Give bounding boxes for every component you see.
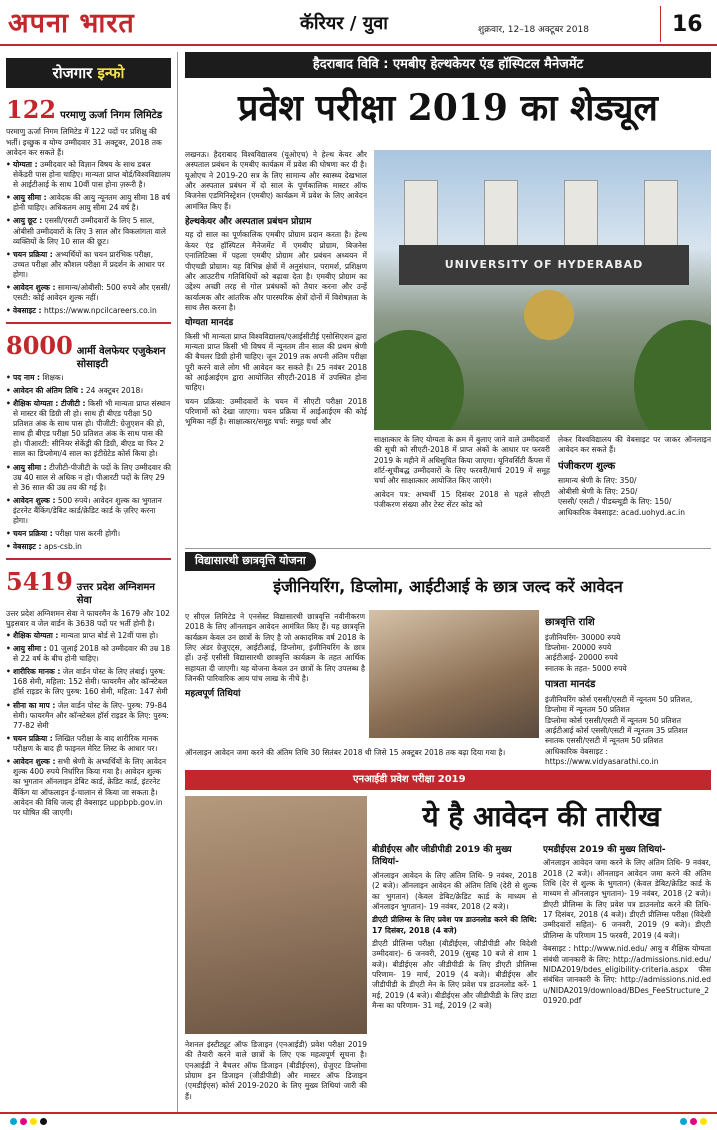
building-pillar <box>564 180 598 250</box>
page-number: 16 <box>672 12 703 37</box>
job-detail-item <box>6 399 171 460</box>
vidya-col1 <box>185 612 365 762</box>
uoh-p1: यह दो साल का पूर्णकालिक एमबीए प्रोग्राम प्रदान करता है। हेल्थ केयर एंड हॉस्पिटल मैनेजमेंट में एमबीए प्रोग्राम, बिजनेस एनालिटिक्स में पहला एमबीए प्रोग्राम और प्रबंधन अध्ययन में पीएचडी प्रोग्राम। यह विभिन्न क्षेत्रों में अनुसंधान, परामर्श, प्रशिक्षण और आउटरीच गतिविधियों को बढ़ावा देता है। एमबीए प्रोग्राम का उद्देश्य अच्छी तरह से गोल प्रबंधकों को तैयार करना और उन्हें कार्यात्मक और आंतरिक और पारस्परिक क्षेत्रों दोनों में विशेषज्ञता के साथ लैस करना है। <box>185 230 367 312</box>
building-pillar <box>644 180 678 250</box>
detail-value: सभी श्रेणी के अभ्यर्थियों के लिए आवेदन शुल्क 400 रुपये निर्धारित किया गया है। आवेदन शुल्क का भुगतान ऑनलाइन डेबिट कार्ड, क्रेडिट कार्ड, इंटरनेट बैंकिंग या ऑफलाइन ई-चालान से किया जा सकता है। आवेदन की विधि जल्द ही वेबसाइट uppbpb.gov.in पर घोषित की जाएगी। <box>13 757 167 817</box>
uoh-col2 <box>374 435 550 545</box>
detail-value: किसी भी मान्यता प्राप्त संस्थान से मास्टर की डिग्री ली हो। साथ ही बीएड परीक्षा 50 प्रतिशत अंक के साथ पास हो। पीजीटी: ग्रेजुएशन की हो, साथ ही बीएड परीक्षा 50 प्रतिशत अंक के साथ पास की हो। पीआरटी: सीनियर सेकेंड्री की डिग्री, बीएड या फिर 2 साल का डिप्लोमा/4 साल का इंटीग्रेटेड कोर्स किया हो। <box>13 398 171 459</box>
divider <box>6 322 171 324</box>
section-title: कॅरियर / युवा <box>300 13 388 34</box>
detail-key: आवेदन की अंतिम तिथि : <box>13 385 84 395</box>
job-header <box>6 330 171 372</box>
divider <box>660 6 661 42</box>
vidya-headline: इंजीनियरिंग, डिप्लोमा, आईटीआई के छात्र जल्द करें आवेदन <box>273 576 623 596</box>
color-dot <box>40 1118 47 1125</box>
detail-value: aps-csb.in <box>43 542 82 552</box>
vidya-col3 <box>545 612 711 767</box>
vidya-date-text: ऑनलाइन आवेदन जमा करने की अंतिम तिथि 30 सितंबर 2018 थी जिसे 15 अक्टूबर 2018 तक बढ़ा दिया गया है। <box>185 748 506 757</box>
vidya-body: ए सीएल लिमिटेड ने एनसेस्ट विद्यासारथी छात्रवृत्ति नवीनीकरण 2018 के लिए ऑनलाइन आवेदन आमंत्रित किए हैं। यह छात्रवृत्ति कार्यक्रम केवल उन छात्रों के लिए है जो अकादमिक वर्ष 2018 के लिए अंडर ग्रेजुएट्स, आईटीआई, डिप्लोमा, इंजीनियरिंग के छात्र हों। उन्हें एसीसी विद्यासारथी छात्रवृत्ति कार्यक्रम के तहत आर्थिक सहायता दी जाएगी। यह योजना केवल उन छात्रों के लिए उपलब्ध है जिनकी पारिवारिक आय पांच लाख के नीचे है। <box>185 612 365 684</box>
job-detail-item <box>6 701 171 731</box>
amount-title: छात्रवृत्ति राशि <box>545 617 595 628</box>
color-dot <box>20 1118 27 1125</box>
vidya-tag: विद्यासारथी छात्रवृत्ति योजना <box>185 552 316 571</box>
criteria-item: स्नातक एससी/एसटी में न्यूनतम 50 प्रतिशत <box>545 736 663 746</box>
job-org: परमाणु ऊर्जा निगम लिमिटेड <box>60 110 163 121</box>
detail-value: सामान्य/ओबीसी: 500 रुपये और एससी/एसटी: कोई आवेदन शुल्क नहीं। <box>13 283 171 303</box>
nid-c2-links: वेबसाइट : http://www.nid.edu/ आयु व शैक्षिक योग्यता संबंधी जानकारी के लिए: http://admissions.nid.edu/NIDA2019/bdes_eligibility-criteria.aspx फीस संबंधित जानकारी के लिए: http://admissions.nid.edu/NIDA2019/download/BDes_FeeStructure_201920.pdf <box>543 944 711 1005</box>
job-count: 122 <box>6 95 57 124</box>
tree <box>634 320 711 430</box>
job-header <box>6 94 171 126</box>
criteria-title: पात्रता मानदंड <box>545 679 596 691</box>
job-org: आर्मी वेलफेयर एजुकेशन सोसाइटी <box>76 345 166 371</box>
uoh-headline: प्रवेश परीक्षा 2019 का शेड्यूल <box>238 87 658 129</box>
fee-item: ओबीसी श्रेणी के लिए: 250/ <box>558 486 638 496</box>
detail-value: जेल वार्डन पोस्ट के लिए- पुरुष: 79-84 सेमी। फायरमैन और कॉन्स्टेबल हॉर्स राइडर के लिए: पुरुष: 77-82 सेमी <box>13 700 169 730</box>
divider <box>177 52 178 1112</box>
detail-value: उम्मीदवार को विज्ञान विषय के साथ डबल सेकेंडरी पास होना चाहिए। मान्यता प्राप्त बोर्ड/विश्वविद्यालय से आईटीआई के साथ 10वीं पास होना ज़रूरी है। <box>13 159 171 190</box>
detail-key: वेबसाइट : <box>13 542 42 552</box>
masthead <box>0 0 717 46</box>
detail-value: आवेदक की आयु न्यूनतम आयु सीमा 18 वर्ष होनी चाहिए। अधिकतम आयु सीमा 24 वर्ष है। <box>13 193 171 213</box>
color-dot <box>690 1118 697 1125</box>
job-detail-item <box>6 631 171 641</box>
uoh-col3 <box>558 435 711 545</box>
uoh-intro: लखनऊ। हैदराबाद विश्वविद्यालय (यूओएच) ने हेल्थ केयर और अस्पताल प्रबंधन के एमबीए कार्यक्रम में प्रवेश की घोषणा कर दी है। यूओएच ने 2019-20 सत्र के लिए सामान्य और स्वास्थ्य देखभाल और अस्पताल प्रबंधन में दो साल के पूर्णकालिक मास्टर ऑफ बिजनेस एडमिनिस्ट्रेशन (एमबीए) कार्यक्रम में प्रवेश के लिए आवेदन आमंत्रित किए हैं। <box>185 150 367 211</box>
detail-value: अभ्यर्थियों का चयन प्रारंभिक परीक्षा, उच्चत परीक्षा और कौशल परीक्षा में प्रदर्शन के आधार पर होगा। <box>13 249 165 280</box>
job-detail-item <box>6 283 171 303</box>
detail-value: लिखित परीक्षा के बाद शारीरिक मानक परीक्षण के बाद ही फाइनल मेरिट लिस्ट के आधार पर। <box>13 733 159 754</box>
criteria-item: इंजीनियरिंग कोर्स एससी/एसटी में न्यूनतम 50 प्रतिशत, डिप्लोमा में न्यूनतम 50 प्रतिशत <box>545 694 693 715</box>
divider <box>6 558 171 560</box>
job-intro: उत्तर प्रदेश अग्निशमन सेवा ने फायरमैन के 1679 और 102 घुड़सवार व जेल वार्डन के 3638 पदों पर भर्ती होनी है। <box>6 608 170 628</box>
job-intro: परमाणु ऊर्जा निगम लिमिटेड में 122 पदों पर प्रशिक्षु की भर्ती। इच्छुक व योग्य उम्मीदवार 31 अक्टूबर, 2018 तक आवेदन कर सकते हैं। <box>6 127 162 157</box>
nid-c2-body: ऑनलाइन आवेदन जमा करने के लिए अंतिम तिथि- 9 नवंबर, 2018 (2 बजे)। ऑनलाइन आवेदन जमा करने की अंतिम तिथि (देर से शुल्क के भुगतान) (केवल डेबिट/क्रेडिट कार्ड के माध्यम से ऑनलाइन भुगतान)- 19 नवंबर, 2018 (2 बजे)। डीएटी प्रीलिम्स के लिए प्रवेश पत्र डाउनलोड करने की तिथि- 17 दिसंबर, 2018 (4 बजे)। डीएटी प्रीलिम्स परीक्षा (विदेशी उम्मीदवारों सहित)- 6 जनवरी, 2019 (9 बजे)। डीएटी प्रीलिम्स के परिणाम 15 फरवरी, 2019 (4 बजे)। <box>543 858 711 940</box>
nid-c1-body2: डीएटी प्रीलिम्स परीक्षा (बीडीईएस, जीडीपीडी और विदेशी उम्मीदवार)- 6 जनवरी, 2019 (सुबह 10 बजे से शाम 1 बजे)। बीडीईएस और जीडीपीडी के लिए डीएटी प्रीलिम्स परिणाम- 19 मार्च, 2019 (4 बजे)। बीडीईएस और जीडीपीडी के डीएटी मेन के लिए प्रवेश पत्र डाउनलोड करें- 1 मई, 2019 (4 बजे)। बीडीईएस और जीडीपीडी के लिए डाटा मैन्स का परिणाम- 31 मई, 2019 (2 बजे) <box>372 938 537 1010</box>
nid-headline: ये है आवेदन की तारीख <box>422 800 661 833</box>
detail-key: शारीरिक मानक : <box>13 667 61 677</box>
detail-key: आवेदन शुल्क : <box>13 495 56 505</box>
color-dot <box>10 1118 17 1125</box>
nid-lede: नेशनल इंस्टीट्यूट ऑफ डिजाइन (एनआईडी) प्रवेश परीक्षा 2019 की तैयारी करने वाले छात्रों के लिए एक महत्वपूर्ण सूचना है। एनआईडी ने बैचलर ऑफ डिजाइन (बीडीईएस), ग्रेजुएट डिप्लोमा प्रोग्राम इन डिजाइन (जीडीपीडी) और मास्टर ऑफ डिजाइन (एमडीईएस) कोर्स 2019-2020 के लिए मुख्य तिथियां जारी की हैं। <box>185 1040 367 1101</box>
university-photo <box>374 150 711 430</box>
detail-value: मान्यता प्राप्त बोर्ड से 12वीं पास हो। <box>60 630 159 640</box>
job-detail-item <box>6 306 171 316</box>
detail-key: योग्यता : <box>13 159 38 169</box>
detail-value: 01 जुलाई 2018 को उम्मीदवार की उम्र 18 से 22 वर्ष के बीच होनी चाहिए। <box>13 643 171 664</box>
criteria-item: आधिकारिक वेबसाइट : https://www.vidyasarathi.co.in <box>545 746 659 767</box>
uoh-col1 <box>185 150 367 545</box>
vidya-date-title: महत्वपूर्ण तिथियां <box>185 689 241 700</box>
color-dot <box>680 1118 687 1125</box>
uoh-band: हैदराबाद विवि : एमबीए हेल्थकेयर एंड हॉस्पिटल मैनेजमेंट <box>185 52 711 78</box>
job-detail-item <box>6 160 171 190</box>
nid-col1 <box>372 840 537 1108</box>
detail-value: जेल वार्डन पोस्ट के लिए लंबाई। पुरुष: 168 सेमी, महिला: 152 सेमी। फायरमैन और कॉन्स्टेबल हॉर्स राइडर के लिए पुरुष: 160 सेमी, महिला: 147 सेमी <box>13 667 168 697</box>
detail-key: वेबसाइट : <box>13 306 42 316</box>
job-details <box>6 631 171 818</box>
detail-value: एससी/एसटी उम्मीदवारों के लिए 5 साल, ओबीसी उम्मीदवारों के लिए 3 साल और विकलांगता वाले व्यक्तियों के लिए 10 साल की छूट। <box>13 216 166 246</box>
uoh-p5: आवेदन पत्र: अभ्यर्थी 15 दिसंबर 2018 से पहले सीएटी पंजीकरण संख्या और टेस्ट सेंटर कोड को <box>374 489 550 510</box>
detail-value: 500 रुपये। आवेदन शुल्क का भुगतान इंटरनेट बैंकिंग/डेबिट कार्ड/क्रेडिट कार्ड के ज़रिए करना होगा। <box>13 495 162 526</box>
detail-key: चयन प्रक्रिया : <box>13 529 53 539</box>
fee-title: पंजीकरण शुल्क <box>558 460 616 472</box>
color-dot <box>30 1118 37 1125</box>
job-details <box>6 160 171 317</box>
issue-date: शुक्रवार, 12–18 अक्टूबर 2018 <box>478 25 589 35</box>
nid-students-photo <box>185 796 367 1034</box>
color-dot <box>700 1118 707 1125</box>
fee-list <box>558 476 711 517</box>
detail-key: चयन प्रक्रिया : <box>13 733 53 743</box>
job-list <box>6 94 171 818</box>
divider <box>185 548 711 549</box>
building-pillar <box>404 180 438 250</box>
nid-lede-box <box>185 1040 367 1110</box>
job-detail-item <box>6 542 171 552</box>
amount-list <box>545 633 711 674</box>
detail-key: आयु सीमा : <box>13 462 47 472</box>
fee-item: सामान्य श्रेणी के लिए: 350/ <box>558 476 637 486</box>
detail-value: 24 अक्टूबर 2018। <box>85 385 144 395</box>
detail-key: आवेदन शुल्क : <box>13 283 56 293</box>
detail-value: टीजीटी-पीजीटी के पदों के लिए उम्मीदवार की उम्र 40 साल से अधिक न हो। पीआरटी पदों के लिए 29 से 36 साल की उम्र तय की गई है। <box>13 462 171 492</box>
detail-key: आयु सीमा : <box>13 643 47 653</box>
job-detail-item <box>6 250 171 280</box>
students-photo <box>369 610 539 738</box>
criteria-item: आईटीआई कोर्स एससी/एसटी में न्यूनतम 35 प्रतिशत <box>545 726 688 735</box>
brand-logo: अपना भारत <box>8 8 135 39</box>
nid-c1-bold: डीएटी प्रीलिम्स के लिए प्रवेश पत्र डाउनलोड करने की तिथि: 17 दिसंबर, 2018 (4 बजे) <box>372 915 537 935</box>
sidebar-title-a: रोजगार <box>52 64 93 82</box>
job-details <box>6 373 171 553</box>
uoh-p6: लेकर विश्वविद्यालय की वेबसाइट पर जाकर ऑनलाइन आवेदन कर सकते हैं। <box>558 435 711 455</box>
job-detail-item <box>6 529 171 539</box>
detail-key: शैक्षिक योग्यता : <box>13 630 59 640</box>
job-detail-item <box>6 734 171 754</box>
detail-value: परीक्षा पास करनी होगी। <box>55 529 121 539</box>
job-detail-item <box>6 463 171 493</box>
job-detail-item <box>6 667 171 697</box>
nid-band: एनआईडी प्रवेश परीक्षा 2019 <box>185 770 711 790</box>
detail-value: शिक्षक। <box>42 372 64 382</box>
amount-item: इंजीनियरिंग- 30000 रुपये <box>545 632 621 642</box>
amount-item: आईटीआई- 20000 रुपये <box>545 653 618 663</box>
uoh-h1: हेल्थकेयर और अस्पताल प्रबंधन प्रोग्राम <box>185 217 312 228</box>
university-emblem <box>524 290 574 340</box>
job-detail-item <box>6 496 171 526</box>
amount-item: स्नातक के तहत- 5000 रुपये <box>545 663 627 673</box>
vidya-dates <box>185 748 545 768</box>
detail-key: चयन प्रक्रिया : <box>13 249 53 259</box>
criteria-item: डिप्लोमा कोर्स एससी/एसटी में न्यूनतम 50 प्रतिशत <box>545 715 682 725</box>
job-detail-item <box>6 373 171 383</box>
detail-key: पद नाम : <box>13 372 41 382</box>
nid-c1-title: बीडीईएस और जीडीपीडी 2019 की मुख्य तिथियां- <box>372 845 512 868</box>
job-detail-item <box>6 193 171 213</box>
footer-bar <box>0 1112 717 1130</box>
fee-item: आधिकारिक वेबसाइट: acad.uohyd.ac.in <box>558 507 685 517</box>
job-detail-item <box>6 757 171 818</box>
tree <box>374 330 464 430</box>
uoh-p2: किसी भी मान्यता प्राप्त विश्वविद्यालय/एआईसीटीई एसोसिएशन द्वारा मान्यता प्राप्त किसी भी विषय में न्यूनतम तीन साल की प्रथम श्रेणी की बैचलर डिग्री होनी चाहिए। जून 2019 तक अपनी अंतिम परीक्षा पूरी करने वाले लोग भी आवेदन कर सकते हैं। 25 नवंबर 2018 को आईआईएम द्वारा आयोजित सीएटी-2018 में उपस्थित होना चाहिए। <box>185 331 367 393</box>
detail-value: https://www.npcilcareers.co.in <box>43 306 157 316</box>
detail-key: सीना का माप : <box>13 700 56 710</box>
vidya-section <box>185 548 711 603</box>
sidebar <box>6 58 171 1106</box>
sidebar-title-b: इन्फो <box>97 64 125 82</box>
sidebar-title <box>6 58 171 88</box>
nid-c2-title: एमडीईएस 2019 की मुख्य तिथियां- <box>543 845 666 855</box>
fee-item: एससी/ एसटी / पीडब्ल्यूडी के लिए: 150/ <box>558 497 672 507</box>
job-org: उत्तर प्रदेश अग्निशमन सेवा <box>76 581 155 607</box>
uoh-p3: चयन प्रक्रिया: उम्मीदवारों के चयन में सीएटी परीक्षा 2018 परिणामों को देखा जाएगा। चयन प्रक्रिया में आईआईएम की कोई भूमिका नहीं है। साक्षात्कार/समूह चर्चा: समूह चर्चा और <box>185 396 367 427</box>
job-header <box>6 566 171 608</box>
amount-item: डिप्लोमा- 20000 रुपये <box>545 643 612 653</box>
detail-key: आवेदन शुल्क : <box>13 757 56 767</box>
criteria-list <box>545 695 711 767</box>
detail-key: आयु सीमा : <box>13 193 47 203</box>
job-detail-item <box>6 216 171 246</box>
nid-c1-body: ऑनलाइन आवेदन के लिए अंतिम तिथि- 9 नवंबर, 2018 (2 बजे)। ऑनलाइन आवेदन की अंतिम तिथि (देरी से शुल्क का भुगतान) (केवल डेबिट/क्रेडिट कार्ड के माध्यम से ऑनलाइन भुगतान)- 19 नवंबर, 2018 (2 बजे)। <box>372 870 537 911</box>
nid-col2 <box>543 840 711 1108</box>
job-count: 5419 <box>6 566 73 596</box>
detail-key: आयु छूट : <box>13 216 43 226</box>
uoh-p4: साक्षात्कार के लिए योग्यता के क्रम में बुलाए जाने वाले उम्मीदवारों की सूची को सीएटी-2018 में प्राप्त अंकों के आधार पर फरवरी 2019 के महीने में अधिसूचित किया जाएगा। यूनिवर्सिटी कैंपस में शॉर्ट-सूचीबद्ध उम्मीदवारों के लिए फरवरी/मार्च 2019 में समूह चर्चा और साक्षात्कार आयोजित किए जाएंगे। <box>374 435 550 486</box>
job-count: 8000 <box>6 330 73 360</box>
university-sign: UNIVERSITY OF HYDERABAD <box>399 245 689 285</box>
job-detail-item <box>6 644 171 664</box>
job-detail-item <box>6 386 171 396</box>
detail-key: शैक्षिक योग्यता : टीजीटी : <box>13 398 86 408</box>
uoh-h2: योग्यता मानदंड <box>185 318 234 329</box>
building-pillar <box>484 180 518 250</box>
